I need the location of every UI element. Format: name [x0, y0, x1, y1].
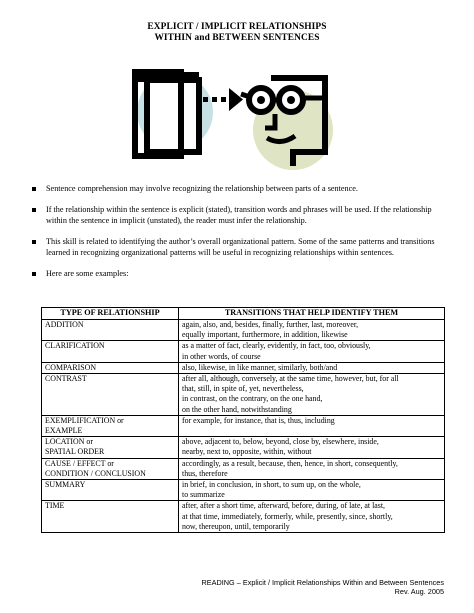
title-line-1: EXPLICIT / IMPLICIT RELATIONSHIPS: [147, 22, 327, 32]
type-line: CLARIFICATION: [45, 341, 105, 351]
page-footer: [201, 578, 444, 596]
table-row: [42, 341, 445, 362]
transition-line: thus, therefore: [182, 468, 228, 478]
transitions-cell: [179, 458, 445, 479]
type-line: EXAMPLE: [45, 426, 83, 436]
transitions-cell: [179, 362, 445, 373]
relationship-table: [41, 307, 445, 533]
transition-line: on the other hand, notwithstanding: [182, 404, 292, 414]
relationship-type-cell: [42, 415, 179, 436]
type-line: CAUSE / EFFECT or: [45, 458, 114, 468]
table-row: [42, 480, 445, 501]
type-line: ADDITION: [45, 320, 84, 329]
page-title: [0, 22, 474, 44]
table-row: [42, 362, 445, 373]
transition-line: equally important, furthermore, in addition, likewise: [182, 330, 348, 340]
title-line-2: WITHIN and BETWEEN SENTENCES: [154, 33, 320, 43]
transition-line: that, still, in spite of, yet, nevertheless,: [182, 384, 304, 394]
type-line: SPATIAL ORDER: [45, 447, 105, 457]
bullet-icon: [32, 187, 36, 191]
table-row: [42, 458, 445, 479]
type-line: CONTRAST: [45, 374, 87, 384]
bullet-text: If the relationship within the sentence is explicit (stated), transition words and phrases will be used. If the relationship within the sentence in implicit (unstated), the reader must infer the relationship.: [46, 205, 432, 225]
transitions-cell: [179, 415, 445, 436]
transition-line: now, thereupon, until, temporarily: [182, 521, 290, 531]
transition-line: after, after a short time, afterward, before, during, of late, at last,: [182, 501, 385, 511]
transitions-cell: [179, 480, 445, 501]
relationship-type-cell: [42, 362, 179, 373]
footer-revision: Rev. Aug. 2005: [394, 587, 444, 596]
relationship-type-cell: [42, 341, 179, 362]
bullet-text: This skill is related to identifying the author’s overall organizational pattern. Some of the same patterns and transitions learned in recognizing organizational patterns will be useful in recognizing relationships within sentences.: [46, 237, 435, 257]
table-row: [42, 374, 445, 416]
header-illustration: [125, 62, 345, 170]
bullet-icon: [32, 208, 36, 212]
transition-line: after all, although, conversely, at the same time, however, but, for all: [182, 374, 399, 384]
transition-line: accordingly, as a result, because, then, hence, in short, consequently,: [182, 458, 398, 468]
transition-line: above, adjacent to, below, beyond, close by, elsewhere, inside,: [182, 437, 379, 447]
transition-line: in contrast, on the contrary, on the one hand,: [182, 394, 323, 404]
type-line: EXEMPLIFICATION or: [45, 415, 124, 425]
relationship-type-cell: [42, 374, 179, 416]
table-row: [42, 320, 445, 341]
transitions-cell: [179, 501, 445, 533]
bullet-text: Here are some examples:: [46, 269, 129, 279]
type-line: CONDITION / CONCLUSION: [45, 468, 146, 478]
bullet-icon: [32, 240, 36, 244]
transition-line: in other words, of course: [182, 351, 261, 361]
table-header-row: [42, 308, 445, 320]
relationship-type-cell: [42, 480, 179, 501]
bullet-item: [28, 269, 448, 279]
relationship-type-cell: [42, 501, 179, 533]
transitions-cell: [179, 320, 445, 341]
transition-line: as a matter of fact, clearly, evidently, in fact, too, obviously,: [182, 341, 371, 351]
table-row: [42, 501, 445, 533]
bullet-item: [28, 205, 448, 226]
transitions-cell: [179, 341, 445, 362]
bullet-text: Sentence comprehension may involve recognizing the relationship between parts of a sentence.: [46, 184, 358, 193]
type-line: SUMMARY: [45, 480, 86, 490]
footer-title: READING – Explicit / Implicit Relationships Within and Between Sentences: [201, 578, 444, 587]
relationship-type-cell: [42, 320, 179, 341]
bullet-icon: [32, 272, 36, 276]
bullet-item: [28, 237, 448, 258]
column-header-transitions: TRANSITIONS THAT HELP IDENTIFY THEM: [179, 308, 445, 320]
transition-line: also, likewise, in like manner, similarly, both/and: [182, 362, 338, 372]
transition-line: again, also, and, besides, finally, further, last, moreover,: [182, 320, 359, 329]
type-line: LOCATION or: [45, 437, 93, 447]
table-row: [42, 437, 445, 458]
transition-line: to summarize: [182, 490, 225, 500]
transitions-cell: [179, 437, 445, 458]
bullet-item: [28, 184, 448, 194]
transitions-cell: [179, 374, 445, 416]
type-line: COMPARISON: [45, 362, 97, 372]
column-header-type: TYPE OF RELATIONSHIP: [42, 308, 179, 320]
bullet-list: [28, 184, 448, 290]
transition-line: at that time, immediately, formerly, while, presently, since, shortly,: [182, 511, 393, 521]
transition-line: nearby, next to, opposite, within, without: [182, 447, 312, 457]
book-icon: [135, 72, 199, 156]
relationship-type-cell: [42, 437, 179, 458]
table-row: [42, 415, 445, 436]
type-line: TIME: [45, 501, 65, 511]
transition-line: for example, for instance, that is, thus, including: [182, 415, 335, 425]
transition-line: in brief, in conclusion, in short, to sum up, on the whole,: [182, 480, 361, 490]
relationship-type-cell: [42, 458, 179, 479]
